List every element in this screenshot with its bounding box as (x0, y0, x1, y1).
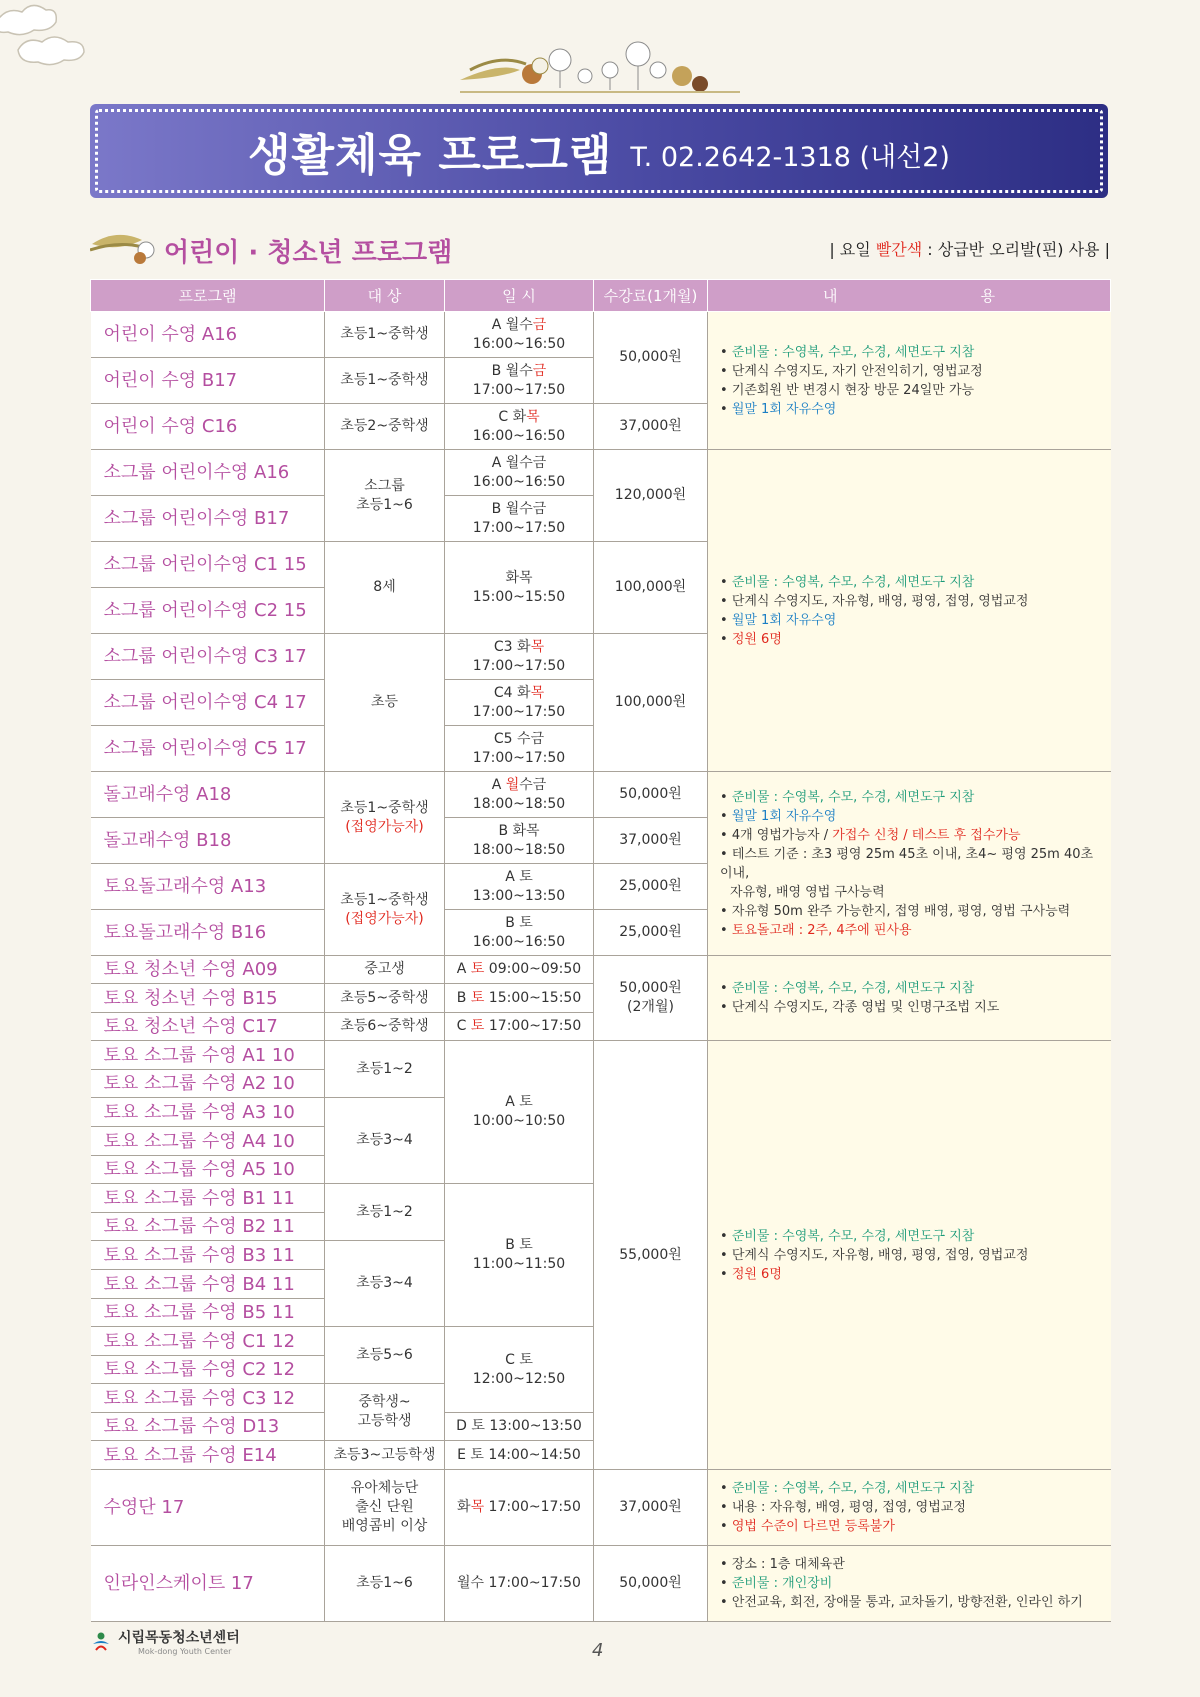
fee: 50,000원 (2개월) (594, 956, 708, 1041)
target: 초등3~4 (325, 1241, 445, 1327)
program-name: 인라인스케이트 17 (91, 1546, 325, 1622)
program-name: 토요돌고래수영 B16 (91, 910, 325, 956)
content-block (708, 956, 1111, 1041)
program-name: 소그룹 어린이수영 C2 15 (91, 588, 325, 634)
target: 소그룹 초등1~6 (325, 450, 445, 542)
program-name: 어린이 수영 A16 (91, 312, 325, 358)
fee: 37,000원 (594, 404, 708, 450)
schedule: C4 화목 17:00~17:50 (445, 680, 594, 726)
legend-prefix: | 요일 (829, 240, 876, 259)
program-name: 토요 소그룹 수영 C2 12 (91, 1356, 325, 1384)
program-name: 토요 소그룹 수영 B4 11 (91, 1270, 325, 1299)
program-name: 소그룹 어린이수영 C1 15 (91, 542, 325, 588)
content-block (708, 1041, 1111, 1470)
title-banner (90, 104, 1108, 198)
fee: 100,000원 (594, 634, 708, 772)
org-name: 시립목동청소년센터 (118, 1630, 240, 1646)
table-header-row (91, 280, 1111, 312)
content-line: • 정원 6명 (720, 630, 1109, 649)
schedule: A 토 13:00~13:50 (445, 864, 594, 910)
page-number: 4 (592, 1640, 604, 1661)
content-line: • 내용 : 자유형, 배영, 평영, 접영, 영법교정 (720, 1498, 1109, 1517)
program-name: 소그룹 어린이수영 C4 17 (91, 680, 325, 726)
forest-illustration (460, 40, 740, 100)
content-line: • 월말 1회 자유수영 (720, 807, 1109, 826)
program-name: 소그룹 어린이수영 A16 (91, 450, 325, 496)
table-row (91, 1470, 1111, 1546)
fee: 100,000원 (594, 542, 708, 634)
fee: 50,000원 (594, 312, 708, 404)
content-line: • 자유형 50m 완주 가능한지, 접영 배영, 평영, 영법 구사능력 (720, 902, 1109, 921)
table-row (91, 772, 1111, 818)
logo-icon (90, 1631, 112, 1653)
schedule: D 토 13:00~13:50 (445, 1413, 594, 1441)
phone-number: T. 02.2642-1318 (내선2) (630, 141, 950, 173)
content-line: • 장소 : 1층 대체육관 (720, 1555, 1109, 1574)
table-body (91, 312, 1111, 1622)
content-line: • 기존회원 반 변경시 현장 방문 24일만 가능 (720, 381, 1109, 400)
content-line: 자유형, 배영 영법 구사능력 (730, 884, 885, 900)
col-content: 내 용 (708, 280, 1111, 312)
legend-suffix: : 상급반 오리발(핀) 사용 | (922, 240, 1110, 259)
program-name: 토요 소그룹 수영 C1 12 (91, 1327, 325, 1356)
schedule: E 토 14:00~14:50 (445, 1441, 594, 1470)
schedule: 월수 17:00~17:50 (445, 1546, 594, 1622)
content-block (708, 450, 1111, 772)
target: 초등2~중학생 (325, 404, 445, 450)
fee: 50,000원 (594, 772, 708, 818)
program-name: 토요 소그룹 수영 B3 11 (91, 1241, 325, 1270)
schedule: 화목 15:00~15:50 (445, 542, 594, 634)
content-line: • 4개 영법가능자 / 가접수 신청 / 테스트 후 접수가능 (720, 826, 1109, 845)
program-name: 토요 소그룹 수영 B1 11 (91, 1184, 325, 1213)
schedule: B 토 15:00~15:50 (445, 984, 594, 1013)
content-line: • 단계식 수영지도, 자기 안전익히기, 영법교정 (720, 362, 1109, 381)
content-block (708, 1470, 1111, 1546)
schedule: C3 화목 17:00~17:50 (445, 634, 594, 680)
content-line: • 준비물 : 수영복, 수모, 수경, 세면도구 지참 (720, 1479, 1109, 1498)
target: 초등1~2 (325, 1041, 445, 1098)
content-line: • 준비물 : 수영복, 수모, 수경, 세면도구 지참 (720, 979, 1109, 998)
program-name: 토요 소그룹 수영 A5 10 (91, 1156, 325, 1184)
table-row (91, 450, 1111, 496)
target: 초등 (325, 634, 445, 772)
legend-red-word: 빨간색 (875, 240, 923, 259)
leaf-icon (90, 226, 162, 266)
org-name-en: Mok-dong Youth Center (138, 1647, 232, 1656)
content-line: • 단계식 수영지도, 자유형, 배영, 평영, 접영, 영법교정 (720, 592, 1109, 611)
target: 초등1~중학생 (접영가능자) (325, 772, 445, 864)
content-line: • 토요돌고래 : 2주, 4주에 핀사용 (720, 921, 1109, 940)
schedule: C 토 12:00~12:50 (445, 1327, 594, 1413)
content-line: • 준비물 : 수영복, 수모, 수경, 세면도구 지참 (720, 573, 1109, 592)
program-name: 토요 소그룹 수영 A2 10 (91, 1070, 325, 1098)
fee: 25,000원 (594, 864, 708, 910)
program-name: 돌고래수영 A18 (91, 772, 325, 818)
program-name: 어린이 수영 C16 (91, 404, 325, 450)
content-line: • 단계식 수영지도, 각종 영법 및 인명구조법 지도 (720, 998, 1109, 1017)
table-row (91, 1546, 1111, 1622)
schedule: 화목 17:00~17:50 (445, 1470, 594, 1546)
content-line: • 준비물 : 수영복, 수모, 수경, 세면도구 지참 (720, 1227, 1109, 1246)
program-name: 토요 소그룹 수영 A3 10 (91, 1098, 325, 1127)
content-block (708, 312, 1111, 450)
target: 초등5~중학생 (325, 984, 445, 1013)
program-name: 토요 소그룹 수영 E14 (91, 1441, 325, 1470)
program-name: 소그룹 어린이수영 C3 17 (91, 634, 325, 680)
program-name: 토요 소그룹 수영 A1 10 (91, 1041, 325, 1070)
fee: 37,000원 (594, 1470, 708, 1546)
program-name: 토요 소그룹 수영 A4 10 (91, 1127, 325, 1156)
program-name: 어린이 수영 B17 (91, 358, 325, 404)
program-name: 토요 소그룹 수영 D13 (91, 1413, 325, 1441)
target: 초등5~6 (325, 1327, 445, 1384)
content-line: • 영법 수준이 다르면 등록불가 (720, 1517, 1109, 1536)
target: 초등1~2 (325, 1184, 445, 1241)
fee: 50,000원 (594, 1546, 708, 1622)
program-name: 토요 청소년 수영 C17 (91, 1013, 325, 1041)
schedule: C5 수금 17:00~17:50 (445, 726, 594, 772)
content-line: • 월말 1회 자유수영 (720, 611, 1109, 630)
content-line: • 준비물 : 수영복, 수모, 수경, 세면도구 지참 (720, 343, 1109, 362)
org-logo (90, 1627, 240, 1656)
program-table (90, 279, 1111, 1622)
table-row (91, 956, 1111, 984)
content-line: • 단계식 수영지도, 자유형, 배영, 평영, 접영, 영법교정 (720, 1246, 1109, 1265)
schedule: B 월수금 17:00~17:50 (445, 496, 594, 542)
schedule: A 월수금 16:00~16:50 (445, 312, 594, 358)
program-name: 토요돌고래수영 A13 (91, 864, 325, 910)
program-name: 수영단 17 (91, 1470, 325, 1546)
program-name: 토요 청소년 수영 A09 (91, 956, 325, 984)
col-schedule: 일 시 (445, 280, 594, 312)
section-title: 어린이 · 청소년 프로그램 (164, 238, 453, 268)
target: 초등1~중학생 (325, 358, 445, 404)
content-line: • 월말 1회 자유수영 (720, 400, 1109, 419)
program-name: 소그룹 어린이수영 B17 (91, 496, 325, 542)
program-name: 토요 소그룹 수영 B5 11 (91, 1299, 325, 1327)
program-name: 토요 청소년 수영 B15 (91, 984, 325, 1013)
fee: 120,000원 (594, 450, 708, 542)
col-target: 대 상 (325, 280, 445, 312)
target: 8세 (325, 542, 445, 634)
col-fee: 수강료(1개월) (594, 280, 708, 312)
content-block (708, 772, 1111, 956)
target: 초등6~중학생 (325, 1013, 445, 1041)
schedule: A 토 09:00~09:50 (445, 956, 594, 984)
page-title: 생활체육 프로그램 (248, 130, 613, 181)
schedule: B 화목 18:00~18:50 (445, 818, 594, 864)
schedule: C 화목 16:00~16:50 (445, 404, 594, 450)
target: 초등1~중학생 (325, 312, 445, 358)
content-line: • 준비물 : 수영복, 수모, 수경, 세면도구 지참 (720, 788, 1109, 807)
target: 초등3~4 (325, 1098, 445, 1184)
program-name: 토요 소그룹 수영 C3 12 (91, 1384, 325, 1413)
target: 중학생~ 고등학생 (325, 1384, 445, 1441)
fee: 55,000원 (594, 1041, 708, 1470)
table-row (91, 1041, 1111, 1070)
target: 초등1~중학생 (접영가능자) (325, 864, 445, 956)
day-color-legend (829, 237, 1110, 260)
target: 중고생 (325, 956, 445, 984)
content-line: • 테스트 기준 : 초3 평영 25m 45초 이내, 초4~ 평영 25m 40초 이내, (720, 845, 1109, 883)
fee: 37,000원 (594, 818, 708, 864)
target: 초등3~고등학생 (325, 1441, 445, 1470)
schedule: A 토 10:00~10:50 (445, 1041, 594, 1184)
program-name: 소그룹 어린이수영 C5 17 (91, 726, 325, 772)
schedule: B 토 16:00~16:50 (445, 910, 594, 956)
cloud-decoration (0, 0, 92, 70)
fee: 25,000원 (594, 910, 708, 956)
col-program: 프로그램 (91, 280, 325, 312)
schedule: B 토 11:00~11:50 (445, 1184, 594, 1327)
table-row (91, 312, 1111, 358)
program-name: 돌고래수영 B18 (91, 818, 325, 864)
target: 초등1~6 (325, 1546, 445, 1622)
content-line: • 정원 6명 (720, 1265, 1109, 1284)
schedule: C 토 17:00~17:50 (445, 1013, 594, 1041)
schedule: A 월수금 18:00~18:50 (445, 772, 594, 818)
schedule: A 월수금 16:00~16:50 (445, 450, 594, 496)
content-line: • 안전교육, 회전, 장애물 통과, 교차돌기, 방향전환, 인라인 하기 (720, 1593, 1109, 1612)
content-block (708, 1546, 1111, 1622)
content-line: • 준비물 : 개인장비 (720, 1574, 1109, 1593)
target: 유아체능단 출신 단원 배영콤비 이상 (325, 1470, 445, 1546)
schedule: B 월수금 17:00~17:50 (445, 358, 594, 404)
program-name: 토요 소그룹 수영 B2 11 (91, 1213, 325, 1241)
